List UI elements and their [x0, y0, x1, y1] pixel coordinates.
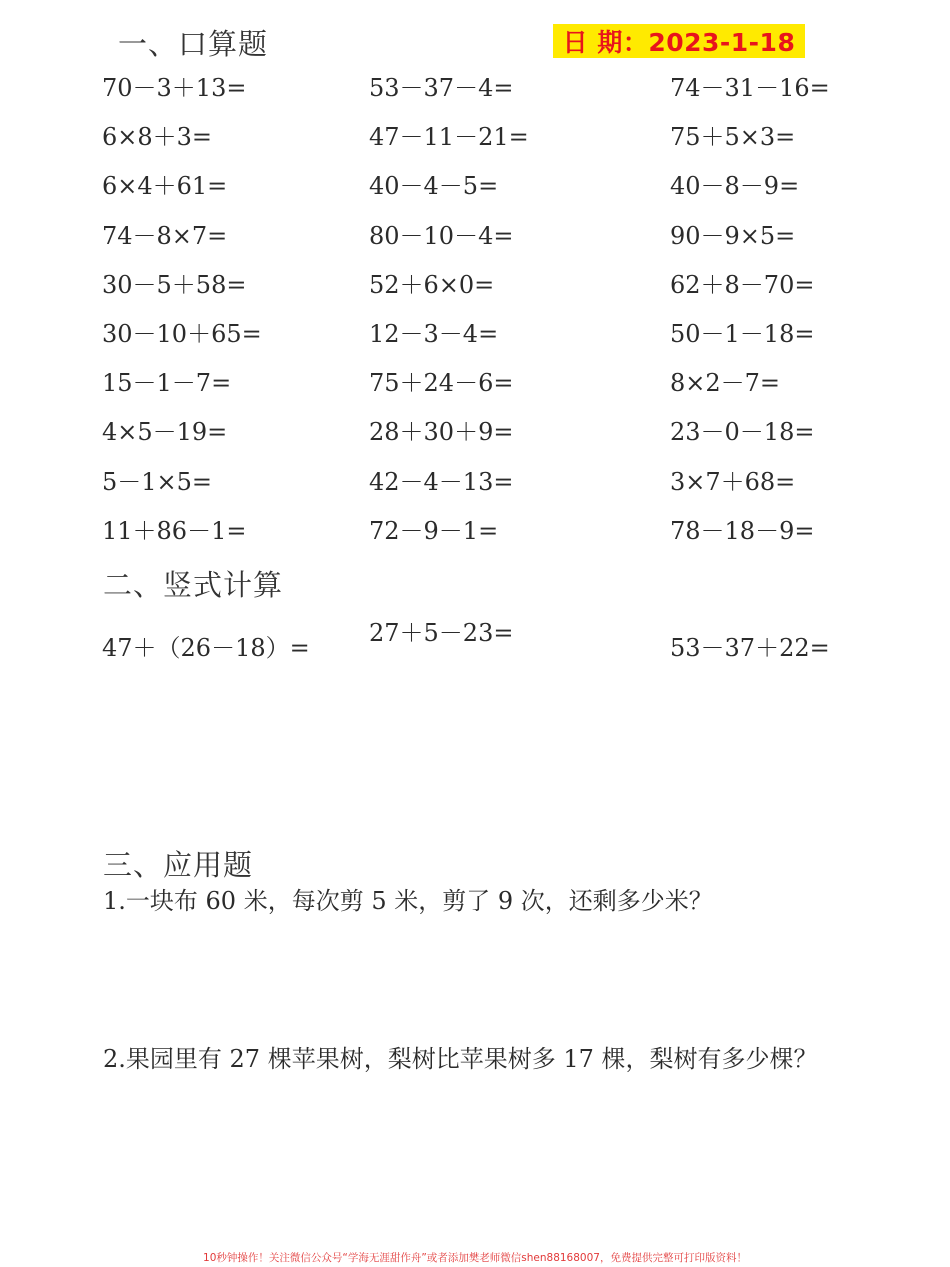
- date-badge: [553, 24, 805, 58]
- mental-math-grid: [0, 66, 950, 558]
- math-item: 62＋8－70=: [670, 270, 815, 299]
- math-item: 42－4－13=: [369, 467, 514, 496]
- math-item: 4×5－19=: [102, 418, 228, 447]
- math-item: 53－37－4=: [369, 74, 514, 102]
- section-3-title: 三、应用题: [103, 848, 254, 882]
- math-item: 75＋24－6=: [369, 369, 514, 398]
- math-row: [0, 312, 950, 361]
- math-item: 78－18－9=: [670, 516, 815, 545]
- math-row: [0, 214, 950, 263]
- word-problem-1: 1.一块布 60 米，每次剪 5 米，剪了 9 次，还剩多少米？: [103, 887, 713, 915]
- math-item: 6×8＋3=: [102, 123, 213, 152]
- math-item: 30－5＋58=: [102, 270, 247, 299]
- math-item: 8×2－7=: [670, 369, 781, 398]
- math-item: 30－10＋65=: [102, 319, 262, 348]
- math-item: 74－31－16=: [670, 74, 830, 102]
- math-row: [0, 66, 950, 115]
- section-2-title: 二、竖式计算: [103, 568, 284, 602]
- math-item: 40－4－5=: [369, 172, 499, 201]
- math-item: 80－10－4=: [369, 221, 514, 250]
- date-label: 日 期：2023-1-18: [562, 28, 796, 57]
- vertical-calc-item: 53－37＋22=: [670, 634, 830, 662]
- math-item: 5－1×5=: [102, 467, 213, 496]
- math-row: [0, 164, 950, 213]
- math-row: [0, 263, 950, 312]
- footer-notice: 10秒钟操作！关注微信公众号“学海无涯甜作舟”或者添加樊老师微信shen88168007，免费提供完整可打印版资料！: [203, 1252, 747, 1264]
- vertical-calc-item: 47＋（26－18）=: [102, 634, 310, 662]
- math-item: 3×7＋68=: [670, 467, 796, 496]
- math-item: 28＋30＋9=: [369, 418, 514, 447]
- math-row: [0, 115, 950, 164]
- math-item: 40－8－9=: [670, 172, 800, 201]
- math-item: 75＋5×3=: [670, 123, 796, 152]
- math-row: [0, 410, 950, 459]
- math-item: 72－9－1=: [369, 516, 499, 545]
- math-item: 74－8×7=: [102, 221, 228, 250]
- math-row: [0, 460, 950, 509]
- math-item: 70－3＋13=: [102, 74, 247, 102]
- math-item: 11＋86－1=: [102, 516, 247, 545]
- word-problem-2: 2.果园里有 27 棵苹果树，梨树比苹果树多 17 棵，梨树有多少棵？: [103, 1045, 818, 1073]
- math-item: 15－1－7=: [102, 369, 232, 398]
- vertical-calc-item: 27＋5－23=: [369, 619, 514, 647]
- math-item: 23－0－18=: [670, 418, 815, 447]
- math-item: 52＋6×0=: [369, 270, 495, 299]
- math-row: [0, 509, 950, 558]
- math-item: 12－3－4=: [369, 319, 499, 348]
- math-item: 50－1－18=: [670, 319, 815, 348]
- math-item: 47－11－21=: [369, 123, 529, 152]
- math-item: 6×4＋61=: [102, 172, 228, 201]
- math-row: [0, 361, 950, 410]
- math-item: 90－9×5=: [670, 221, 796, 250]
- section-1-title: 一、口算题: [118, 27, 269, 61]
